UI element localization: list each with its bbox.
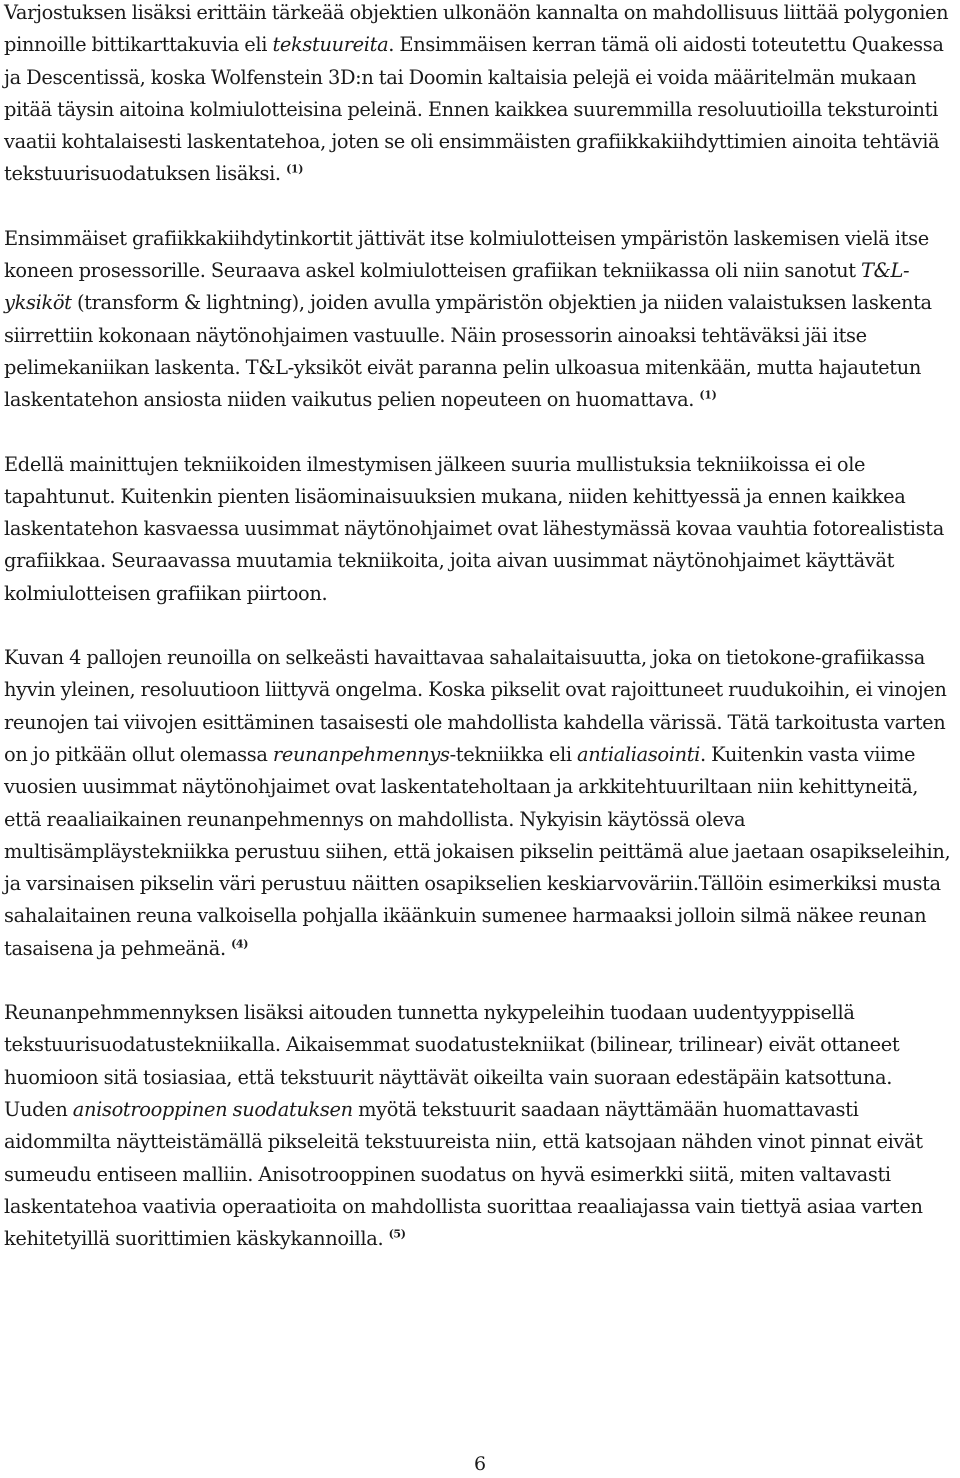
text-run: (transform & lightning), joiden avulla ympäristön objektien ja niiden valaistuksen laskenta siirrettiin kokonaan näytönohjaimen vastuulle. Näin prosessorin ainoaksi tehtäväksi jäi itse pelimekaniikan laskenta. T&L-yksiköt eivät paranna pelin ulkoasua mitenkään, mutta hajautetun laskentatehon ansiosta niiden vaikutus pelien nopeuteen on huomattava.: [4, 291, 932, 412]
italic-term: reunanpehmennys: [272, 742, 450, 766]
text-run: Edellä mainittujen tekniikoiden ilmestymisen jälkeen suuria mullistuksia tekniikoissa ei ole tapahtunut. Kuitenkin pienten lisäominaisuuksien mukana, niiden kehittyessä ja ennen kaikkea laskentatehon kasvaessa uusimmat näytönohjaimet ovat lähestymässä kovaa vauhtia fotorealistista grafiikkaa. Seuraavassa muutamia tekniikoita, joita aivan uusimmat näytönohjaimet käyttävät kolmiulotteisen grafiikan piirtoon.: [4, 452, 944, 605]
reference-marker: (5): [388, 1227, 406, 1241]
page-number: 6: [473, 1453, 487, 1475]
reference-marker: (4): [231, 937, 249, 951]
italic-term: tekstuureita: [272, 33, 389, 57]
text-run: Reunanpehmmennyksen lisäksi aitouden tunnetta nykypeleihin tuodaan uudentyyppisellä tekstuurisuodatustekniikalla. Aikaisemmat suodatustekniikat (bilinear, trilinear) eivät ottaneet huomioon sitä tosiasiaa, että tekstuurit näyttävät oikeilta vain suoraan edestäpäin katsottuna. Uuden: [4, 1001, 900, 1121]
paragraph-texturing: [4, 0, 952, 191]
paragraph-recent-techniques: [4, 449, 952, 610]
paragraph-tl-units: [4, 223, 952, 417]
italic-term: anisotrooppinen suodatuksen: [72, 1097, 353, 1121]
text-run: . Ensimmäisen kerran tämä oli aidosti toteutettu Quakessa ja Descentissä, koska Wolfenstein 3D:n tai Doomin kaltaisia pelejä ei voida määritelmän mukaan pitää täysin aitoina kolmiulotteisina peleinä. Ennen kaikkea suuremmilla resoluutioilla teksturointi vaatii kohtalaisesti laskentatehoa, joten se oli ensimmäisten grafiikkakiihdyttimien ainoita tehtäviä tekstuurisuodatuksen lisäksi.: [4, 33, 944, 186]
reference-marker: (1): [286, 163, 304, 177]
text-run: -tekniikka eli: [449, 742, 578, 766]
text-run: myötä tekstuurit saadaan näyttämään huomattavasti aidommilta näytteistämällä pikseleitä tekstuureista niin, että katsojaan nähden vinot pinnat eivät sumeudu entiseen malliin. Anisotrooppinen suodatus on hyvä esimerkki siitä, miten valtavasti laskentatehoa vaativia operaatioita on mahdollista suorittaa reaaliajassa vain tiettyä asiaa varten kehitetyillä suorittimien käskykannoilla.: [4, 1097, 923, 1251]
paragraph-anisotropic-filtering: [4, 997, 952, 1255]
text-run: . Kuitenkin vasta viime vuosien uusimmat näytönohjaimet ovat laskentateholtaan ja arkkitehtuuriltaan niin kehittyneitä, että reaaliaikainen reunanpehmennys on mahdollista. Nykyisin käytössä oleva multisämpläystekniikka perustuu siihen, että jokaisen pikselin peittämä alue jaetaan osapikseleihin, ja varsinaisen pikselin väri perustuu näitten osapikselien keskiarvoväriin.Tällöin esimerkiksi musta sahalaitainen reuna valkoisella pohjalla ikäänkuin sumenee harmaaksi jolloin silmä näkee reunan tasaisena ja pehmeänä.: [4, 742, 951, 960]
reference-marker: (1): [699, 388, 717, 402]
italic-term: antialiasointi: [577, 742, 701, 766]
italic-term: T&L-yksiköt: [4, 259, 910, 315]
text-run: Varjostuksen lisäksi erittäin tärkeää objektien ulkonäön kannalta on mahdollisuus liittää polygonien pinnoille bittikarttakuvia eli: [4, 1, 949, 57]
text-run: Kuvan 4 pallojen reunoilla on selkeästi havaittavaa sahalaitaisuutta, joka on tietokone-grafiikassa hyvin yleinen, resoluutioon liittyvä ongelma. Koska pikselit ovat rajoittuneet ruudukoihin, ei vinojen reunojen tai viivojen esittäminen tasaisesti ole mahdollista kahdella värissä. Tätä tarkoitusta varten on jo pitkään ollut olemassa: [4, 646, 947, 766]
document-page: [4, 0, 952, 1287]
paragraph-antialiasing: [4, 642, 952, 965]
text-run: Ensimmäiset grafiikkakiihdytinkortit jättivät itse kolmiulotteisen ympäristön laskemisen vielä itse koneen prosessorille. Seuraava askel kolmiulotteisen grafiikan tekniikassa oli niin sanotut: [4, 226, 929, 283]
